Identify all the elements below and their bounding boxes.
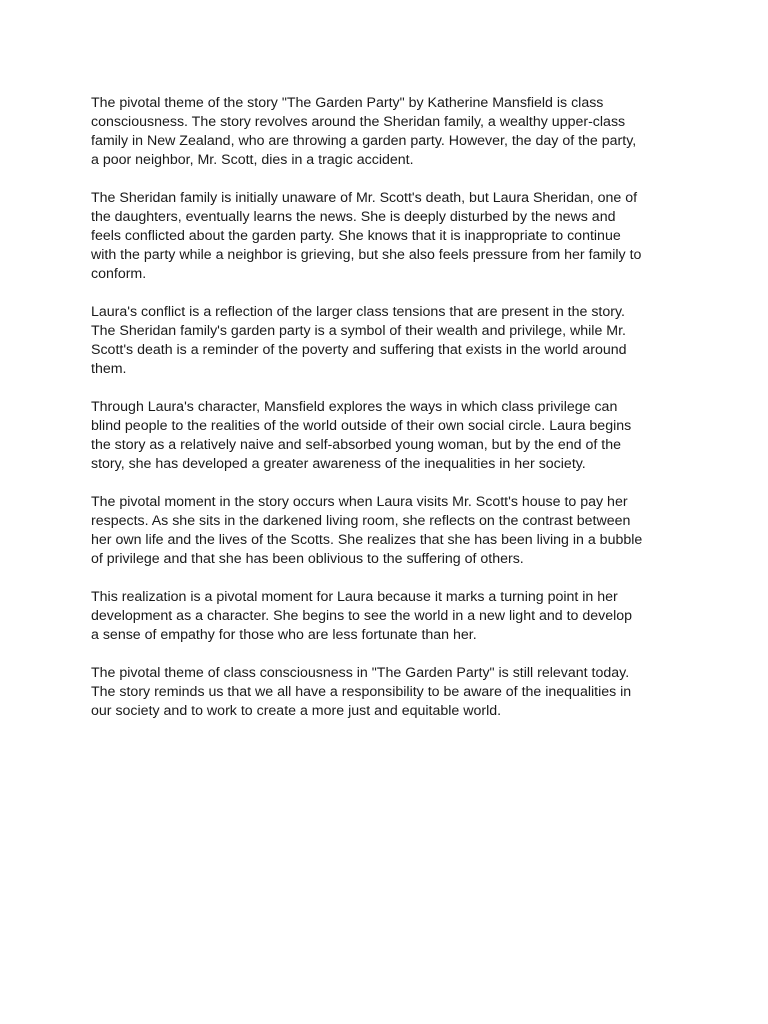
paragraph-2: The Sheridan family is initially unaware of Mr. Scott's death, but Laura Sheridan, one of the daughters, eventually learns the news. She is deeply disturbed by the news and feels conflicted about the garden party. She knows that it is inappropriate to continue with the party while a neighbor is grieving, but she also feels pressure from her family to conform. bbox=[91, 190, 642, 282]
paragraph-1: The pivotal theme of the story "The Garden Party" by Katherine Mansfield is class consciousness. The story revolves around the Sheridan family, a wealthy upper-class family in New Zealand, who are throwing a garden party. However, the day of the party, a poor neighbor, Mr. Scott, dies in a tragic accident. bbox=[91, 95, 637, 168]
paragraph-5: The pivotal moment in the story occurs when Laura visits Mr. Scott's house to pay her respects. As she sits in the darkened living room, she reflects on the contrast between her own life and the lives of the Scotts. She realizes that she has been living in a bubble of privilege and that she has been oblivious to the suffering of others. bbox=[91, 494, 643, 567]
paragraph-3: Laura's conflict is a reflection of the larger class tensions that are present in the story. The Sheridan family's garden party is a symbol of their wealth and privilege, while Mr. Scott's death is a reminder of the poverty and suffering that exists in the world around them. bbox=[91, 304, 627, 377]
document-body bbox=[91, 94, 691, 740]
paragraph-6: This realization is a pivotal moment for Laura because it marks a turning point in her development as a character. She begins to see the world in a new light and to develop a sense of empathy for those who are less fortunate than her. bbox=[91, 589, 633, 643]
paragraph-7: The pivotal theme of class consciousness in "The Garden Party" is still relevant today. The story reminds us that we all have a responsibility to be aware of the inequalities in our society and to work to create a more just and equitable world. bbox=[91, 665, 632, 719]
paragraph-4: Through Laura's character, Mansfield explores the ways in which class privilege can blind people to the realities of the world outside of their own social circle. Laura begins the story as a relatively naive and self-absorbed young woman, but by the end of the story, she has developed a greater awareness of the inequalities in her society. bbox=[91, 399, 632, 472]
